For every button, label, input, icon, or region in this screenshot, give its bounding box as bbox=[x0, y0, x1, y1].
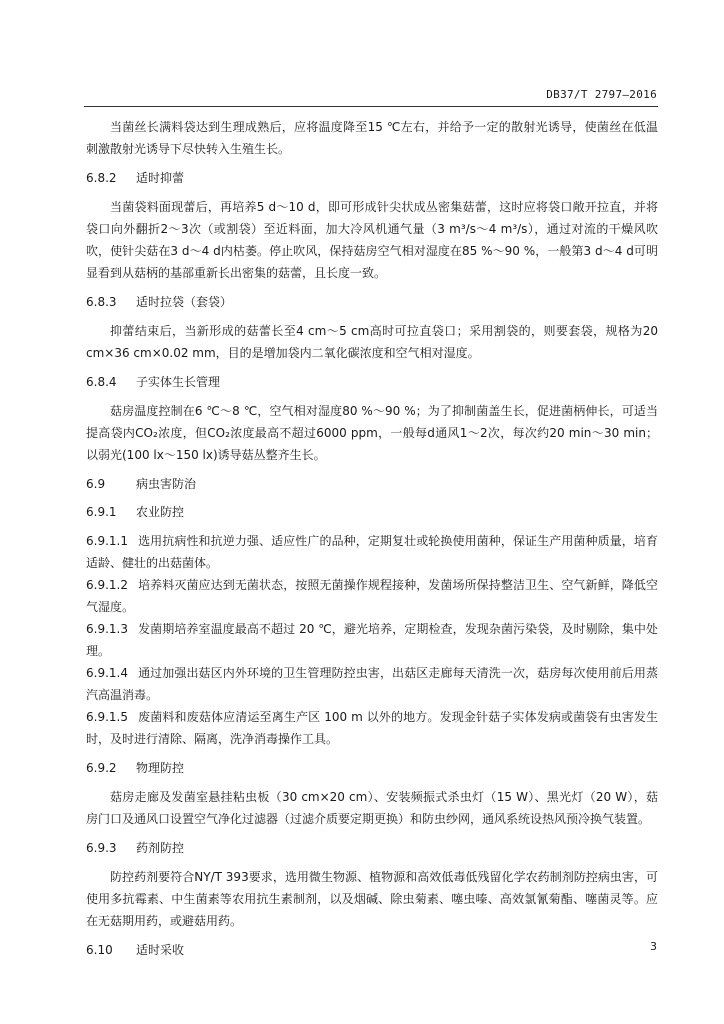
section-number: 6.9.3 bbox=[86, 841, 117, 855]
standard-code: DB37/T 2797—2016 bbox=[546, 88, 657, 101]
section-number: 6.8.2 bbox=[86, 171, 117, 185]
section-heading bbox=[86, 838, 658, 858]
section-title: 适时抑蕾 bbox=[136, 171, 185, 185]
section-heading bbox=[86, 474, 658, 494]
body-paragraph: 当菌袋料面现蕾后，再培养5 d～10 d，即可形成针尖状成丛密集菇蕾，这时应将袋口敞开拉直，并将袋口向外翻折2～3次（或割袋）至近料面，加大冷风机通气量（3 m³/s～4 m³/s），通过对流的干燥风吹吹，使针尖菇在3 d～4 d内枯萎。停止吹风，保持菇房空气相对湿度在85 %～90 %，一般第3 d～4 d可明显看到从菇柄的基部重新长出密集的菇蕾，且长度一致。 bbox=[86, 200, 658, 280]
clause-text: 选用抗病性和抗逆力强、适应性广的品种，定期复壮或轮换使用菌种，保证生产用菌种质量，培育适龄、健壮的出菇菌体。 bbox=[86, 534, 658, 570]
section-number: 6.8.3 bbox=[86, 295, 117, 309]
section-title: 农业防控 bbox=[136, 505, 185, 519]
page-number: 3 bbox=[650, 940, 657, 953]
section-heading bbox=[86, 940, 658, 960]
clause-text: 通过加强出菇区内外环境的卫生管理防控虫害，出菇区走廊每天清洗一次，菇房每次使用前后用蒸汽高温消毒。 bbox=[86, 666, 658, 702]
clause-text: 发菌期培养室温度最高不超过 20 ℃，避光培养，定期检查，发现杂菌污染袋，及时剔除，集中处理。 bbox=[86, 622, 658, 658]
section-number: 6.8.4 bbox=[86, 375, 117, 389]
clause-number: 6.9.1.5 bbox=[86, 710, 128, 724]
body-paragraph: 抑蕾结束后，当新形成的菇蕾长至4 cm～5 cm高时可拉直袋口；采用割袋的，则要套袋，规格为20 cm×36 cm×0.02 mm，目的是增加袋内二氧化碳浓度和空气相对湿度。 bbox=[86, 324, 658, 360]
section-heading bbox=[86, 168, 658, 188]
section-heading bbox=[86, 758, 658, 778]
clause-number: 6.9.1.3 bbox=[86, 622, 128, 636]
section-title: 适时拉袋（套袋） bbox=[136, 295, 233, 309]
section-title: 药剂防控 bbox=[136, 841, 185, 855]
clause-text: 培养料灭菌应达到无菌状态，按照无菌操作规程接种，发菌场所保持整洁卫生、空气新鲜，降低空气湿度。 bbox=[86, 578, 658, 614]
clause-text: 废菌料和废菇体应清运至离生产区 100 m 以外的地方。发现金针菇子实体发病或菌袋有虫害发生时，及时进行清除、隔离，洗净消毒操作工具。 bbox=[86, 710, 658, 746]
body-paragraph: 当菌丝长满料袋达到生理成熟后，应将温度降至15 ℃左右，并给予一定的散射光诱导，使菌丝在低温刺激散射光诱导下尽快转入生殖生长。 bbox=[86, 120, 658, 156]
section-title: 病虫害防治 bbox=[136, 477, 197, 491]
section-number: 6.9.2 bbox=[86, 761, 117, 775]
body-paragraph: 菇房温度控制在6 ℃～8 ℃，空气相对湿度80 %～90 %；为了抑制菌盖生长，促进菌柄伸长，可适当提高袋内CO₂浓度，但CO₂浓度最高不超过6000 ppm，一般每d通风1～2次，每次约20 min～30 min；以弱光(100 lx～150 lx)诱导菇丛整齐生长。 bbox=[86, 404, 658, 462]
header-rule bbox=[84, 106, 658, 107]
clause-item bbox=[86, 706, 658, 750]
clause-item bbox=[86, 530, 658, 574]
body-paragraph: 防控药剂要符合NY/T 393要求，选用微生物源、植物源和高效低毒低残留化学农药制剂防控病虫害，可使用多抗霉素、中生菌素等农用抗生素制剂，以及烟碱、除虫菊素、噻虫嗪、高效氯氰菊酯、噻菌灵等。应在无菇期用药，或避菇用药。 bbox=[86, 870, 658, 928]
clause-item bbox=[86, 574, 658, 618]
section-heading bbox=[86, 502, 658, 522]
clause-list bbox=[86, 530, 658, 750]
clause-item bbox=[86, 662, 658, 706]
section-heading bbox=[86, 372, 658, 392]
section-number: 6.9.1 bbox=[86, 505, 117, 519]
section-number: 6.9 bbox=[86, 477, 106, 491]
clause-number: 6.9.1.2 bbox=[86, 578, 128, 592]
section-title: 适时采收 bbox=[136, 943, 185, 957]
section-title: 物理防控 bbox=[136, 761, 185, 775]
clause-item bbox=[86, 618, 658, 662]
clause-number: 6.9.1.4 bbox=[86, 666, 128, 680]
document-body bbox=[86, 116, 658, 968]
clause-number: 6.9.1.1 bbox=[86, 534, 128, 548]
section-heading bbox=[86, 292, 658, 312]
body-paragraph: 菇房走廊及发菌室悬挂粘虫板（30 cm×20 cm）、安装频振式杀虫灯（15 W）、黑光灯（20 W），菇房门口及通风口设置空气净化过滤器（过滤介质要定期更换）和防虫纱网，通风系统设热风预冷换气装置。 bbox=[86, 790, 658, 826]
section-title: 子实体生长管理 bbox=[136, 375, 221, 389]
section-number: 6.10 bbox=[86, 943, 113, 957]
